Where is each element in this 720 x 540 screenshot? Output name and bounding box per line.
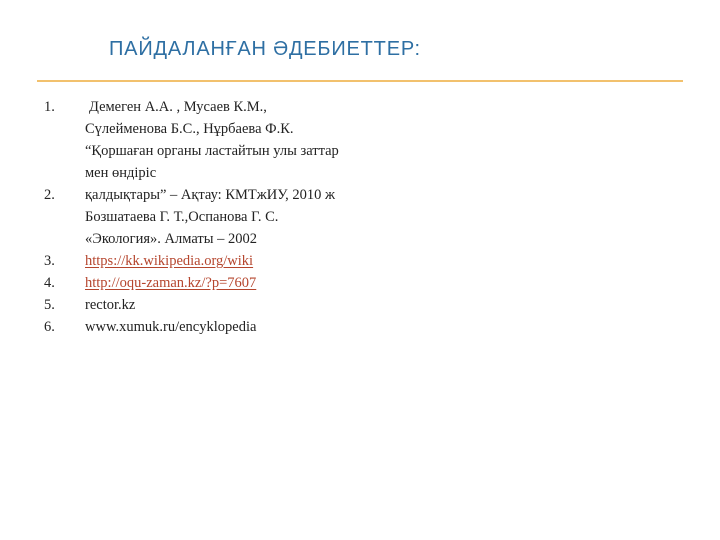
reference-item-6: [44, 316, 444, 338]
reference-number: 1.: [44, 99, 55, 115]
slide-title: ПАЙДАЛАНҒАН ӘДЕБИЕТТЕР:: [109, 38, 421, 60]
reference-item-4: [44, 272, 444, 294]
reference-line: мен өндіріс: [85, 165, 157, 181]
reference-number: 6.: [44, 319, 55, 335]
reference-text: www.xumuk.ru/encyklopedia: [85, 319, 257, 335]
reference-text: [85, 184, 444, 250]
reference-number: 4.: [44, 275, 55, 291]
reference-item-3: [44, 250, 444, 272]
reference-text: [85, 96, 444, 184]
reference-number: 2.: [44, 187, 55, 203]
reference-text: [85, 272, 444, 294]
reference-text: [85, 250, 444, 272]
reference-line: қалдықтары” – Ақтау: КМТжИУ, 2010 ж: [85, 187, 336, 203]
reference-item-1: [44, 96, 444, 184]
reference-line: Сүлейменова Б.С., Нұрбаева Ф.К.: [85, 121, 294, 137]
reference-item-2: [44, 184, 444, 250]
reference-item-5: [44, 294, 444, 316]
reference-number: 5.: [44, 297, 55, 313]
title-divider: [37, 80, 683, 82]
oqu-zaman-link[interactable]: http://oqu-zaman.kz/?p=7607: [85, 275, 257, 291]
reference-line: Бозшатаева Г. Т.,Оспанова Г. С.: [85, 209, 279, 225]
reference-list: [44, 96, 444, 338]
reference-text: rector.kz: [85, 297, 136, 313]
wikipedia-link[interactable]: https://kk.wikipedia.org/wiki: [85, 253, 254, 269]
reference-line: “Қоршаған органы ластайтын улы заттар: [85, 143, 339, 159]
reference-line: «Экология». Алматы – 2002: [85, 231, 257, 247]
reference-number: 3.: [44, 253, 55, 269]
reference-line: Демеген А.А. , Мусаев К.М.,: [89, 99, 267, 115]
